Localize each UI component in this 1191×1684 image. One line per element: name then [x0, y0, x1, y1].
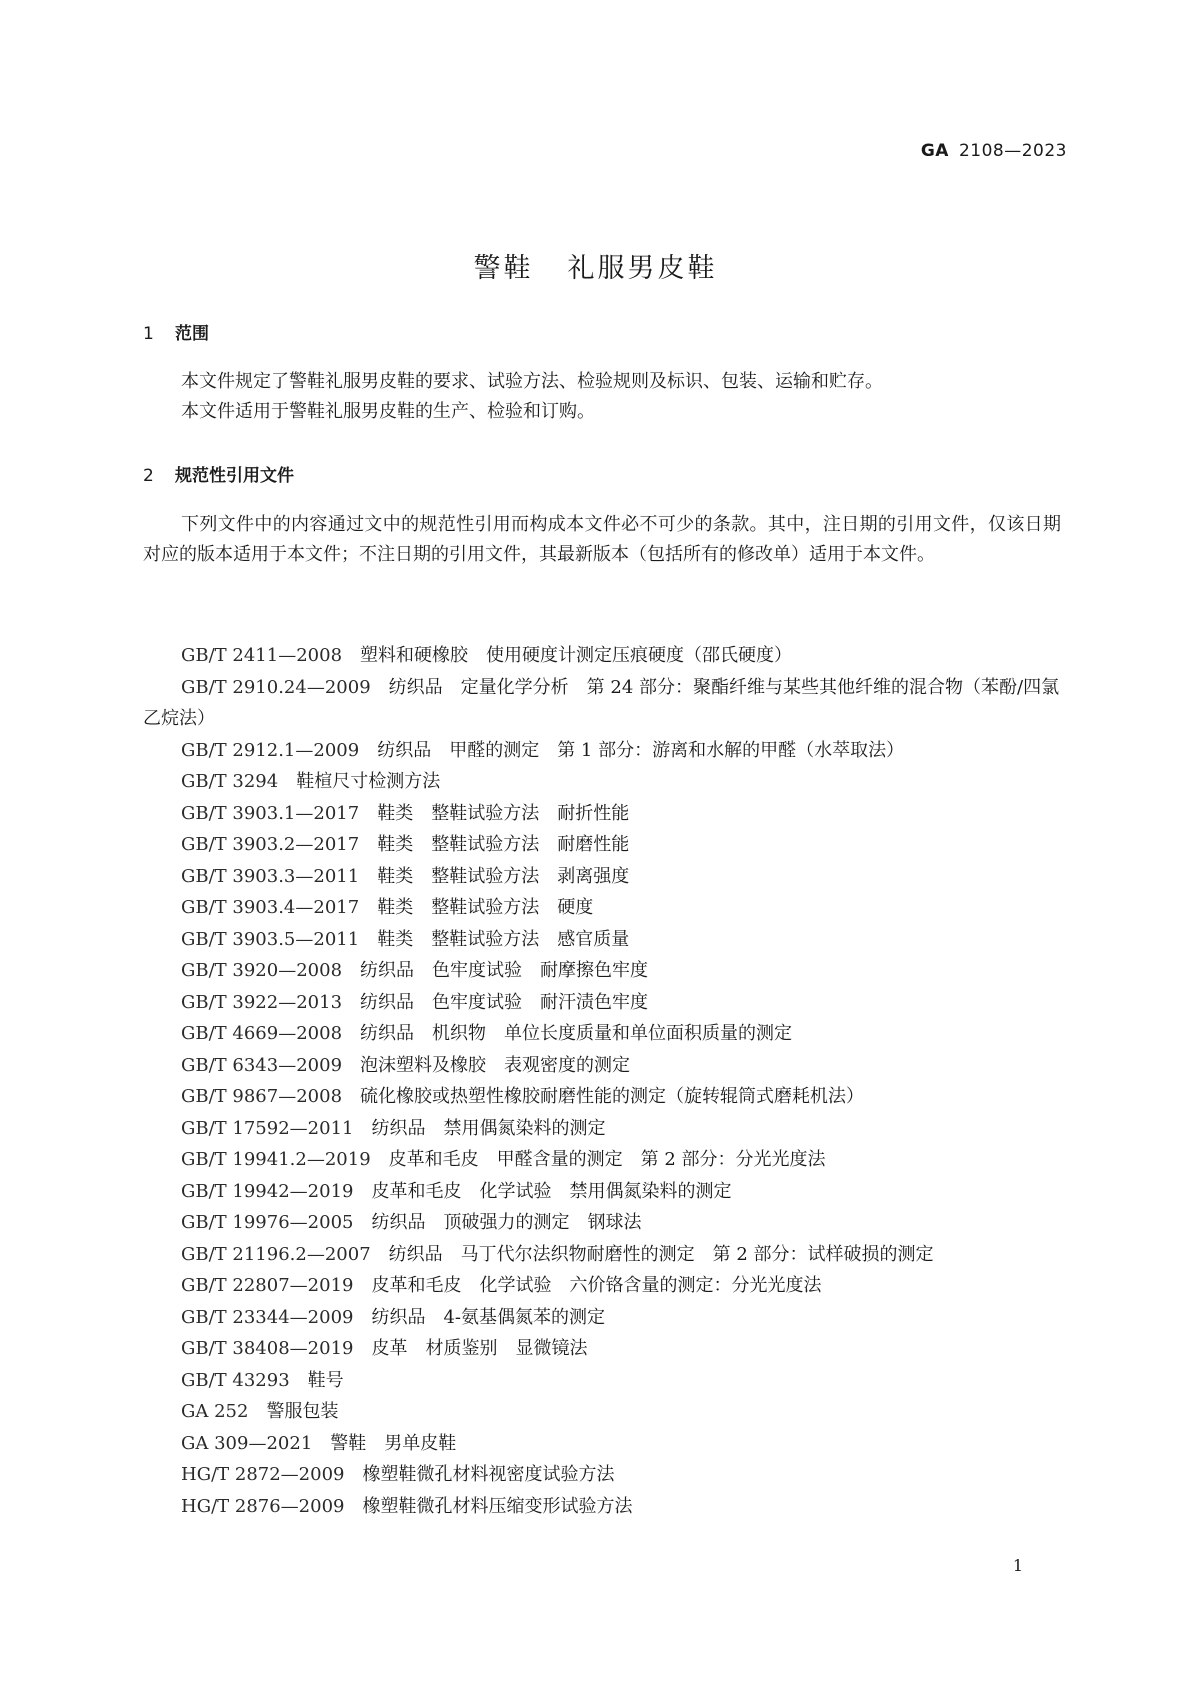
reference-item: GB/T 3922—2013 纺织品 色牢度试验 耐汗渍色牢度 [181, 991, 649, 1013]
reference-item: HG/T 2872—2009 橡塑鞋微孔材料视密度试验方法 [181, 1464, 615, 1485]
section-2-intro: 下列文件中的内容通过文中的规范性引用而构成本文件必不可少的条款。其中，注日期的引用文件，仅该日期对应的版本适用于本文件；不注日期的引用文件，其最新版本（包括所有的修改单）适用于本文件。 [143, 514, 1061, 565]
reference-item: GB/T 3903.4—2017 鞋类 整鞋试验方法 硬度 [181, 897, 594, 918]
reference-item: GB/T 19942—2019 皮革和毛皮 化学试验 禁用偶氮染料的测定 [181, 1180, 732, 1202]
reference-item: GB/T 38408—2019 皮革 材质鉴别 显微镜法 [181, 1338, 588, 1359]
reference-item: GB/T 2912.1—2009 纺织品 甲醛的测定 第 1 部分：游离和水解的甲醛（水萃取法） [181, 739, 905, 761]
section-1-heading [143, 319, 209, 344]
title-part-2: 礼服男皮鞋 [567, 253, 718, 284]
section-2-heading [143, 461, 294, 486]
section-1-title: 范围 [175, 324, 209, 344]
section-1-para-2: 本文件适用于警鞋礼服男皮鞋的生产、检验和订购。 [181, 401, 595, 422]
section-2-title: 规范性引用文件 [175, 466, 294, 486]
reference-item: HG/T 2876—2009 橡塑鞋微孔材料压缩变形试验方法 [181, 1495, 633, 1517]
standard-prefix: GA [920, 141, 949, 161]
reference-item: GB/T 3920—2008 纺织品 色牢度试验 耐摩擦色牢度 [181, 960, 649, 981]
section-2-number: 2 [143, 466, 154, 486]
reference-item: GA 252 警服包装 [181, 1401, 339, 1422]
reference-item: GB/T 22807—2019 皮革和毛皮 化学试验 六价铬含量的测定：分光光度法 [181, 1275, 822, 1296]
reference-item: GB/T 4669—2008 纺织品 机织物 单位长度质量和单位面积质量的测定 [181, 1023, 793, 1044]
section-1-para-1: 本文件规定了警鞋礼服男皮鞋的要求、试验方法、检验规则及标识、包装、运输和贮存。 [181, 371, 883, 392]
reference-item: GA 309—2021 警鞋 男单皮鞋 [181, 1432, 457, 1454]
reference-item: GB/T 43293 鞋号 [181, 1369, 344, 1391]
reference-item: GB/T 19941.2—2019 皮革和毛皮 甲醛含量的测定 第 2 部分：分光光度法 [181, 1149, 826, 1170]
reference-item: GB/T 17592—2011 纺织品 禁用偶氮染料的测定 [181, 1117, 606, 1139]
standard-code: 2108—2023 [958, 141, 1067, 161]
reference-item: GB/T 23344—2009 纺织品 4-氨基偶氮苯的测定 [181, 1306, 606, 1328]
reference-list [143, 640, 1061, 1522]
reference-item: GB/T 9867—2008 硫化橡胶或热塑性橡胶耐磨性能的测定（旋转辊筒式磨耗机法） [181, 1086, 865, 1107]
reference-item: GB/T 6343—2009 泡沫塑料及橡胶 表观密度的测定 [181, 1054, 631, 1076]
reference-item: GB/T 2411—2008 塑料和硬橡胶 使用硬度计测定压痕硬度（邵氏硬度） [181, 645, 793, 666]
document-title [0, 246, 1191, 285]
page-number: 1 [1012, 1556, 1023, 1575]
reference-item: GB/T 3903.5—2011 鞋类 整鞋试验方法 感官质量 [181, 928, 630, 950]
reference-item: GB/T 19976—2005 纺织品 顶破强力的测定 钢球法 [181, 1212, 642, 1233]
title-part-1: 警鞋 [473, 253, 534, 284]
reference-item: GB/T 3903.2—2017 鞋类 整鞋试验方法 耐磨性能 [181, 834, 630, 855]
section-1-number: 1 [143, 324, 154, 344]
reference-item: GB/T 3903.3—2011 鞋类 整鞋试验方法 剥离强度 [181, 865, 630, 887]
reference-item: GB/T 21196.2—2007 纺织品 马丁代尔法织物耐磨性的测定 第 2 部分：试样破损的测定 [181, 1243, 934, 1265]
reference-item: GB/T 3294 鞋楦尺寸检测方法 [181, 771, 441, 792]
reference-item: GB/T 2910.24—2009 纺织品 定量化学分析 第 24 部分：聚酯纤维与某些其他纤维的混合物（苯酚/四氯乙烷法） [143, 676, 1060, 729]
standard-number [921, 141, 1067, 161]
reference-item: GB/T 3903.1—2017 鞋类 整鞋试验方法 耐折性能 [181, 802, 630, 824]
